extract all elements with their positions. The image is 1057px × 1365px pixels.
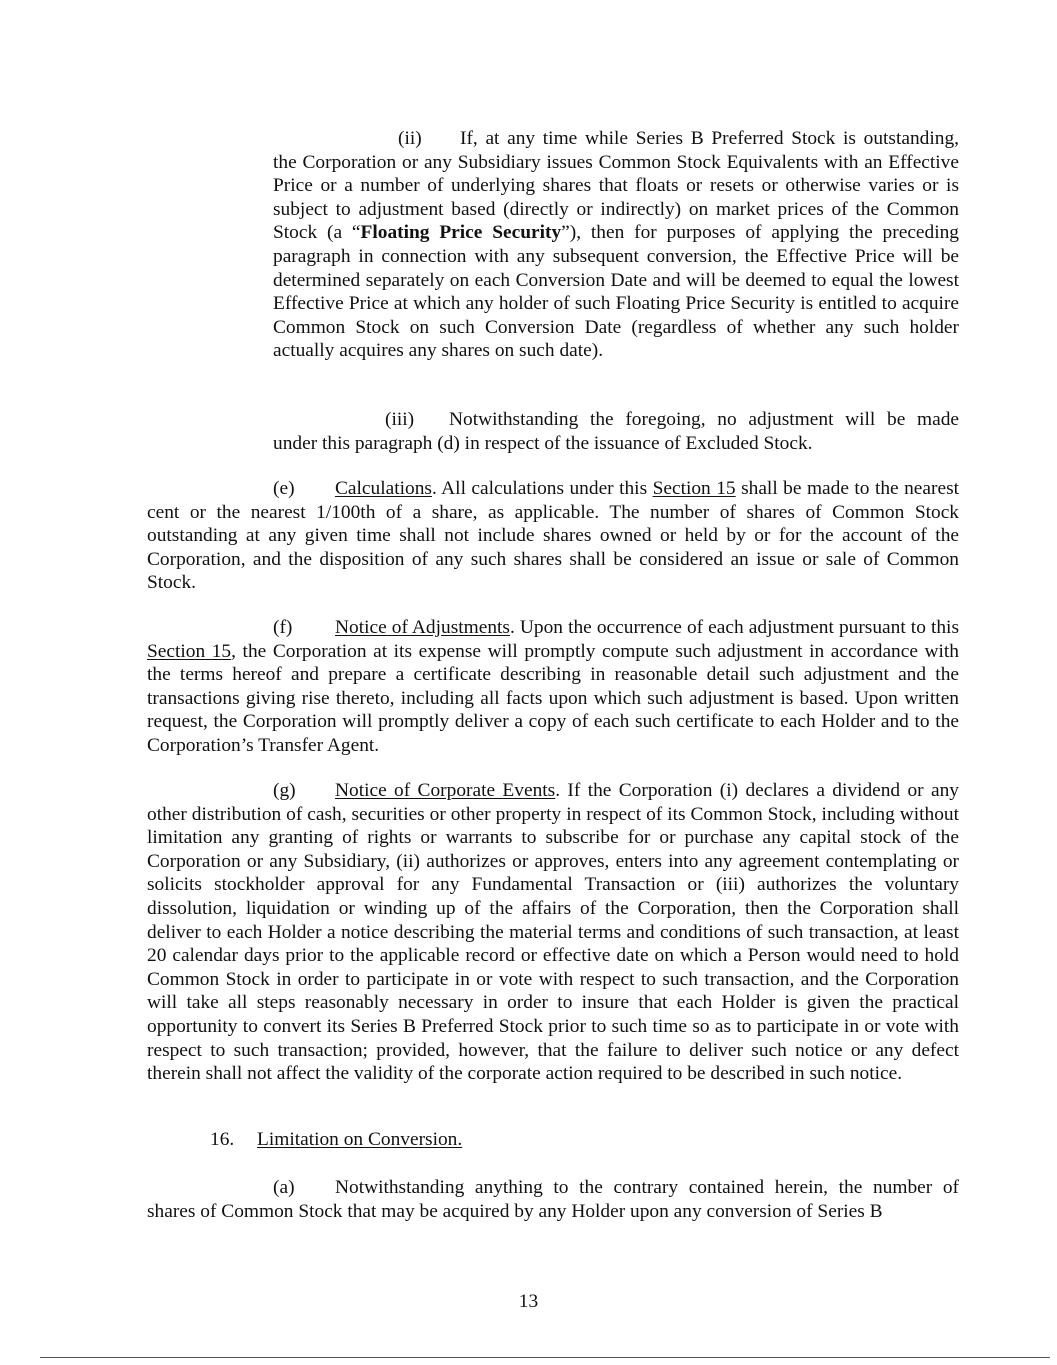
paragraph-ii — [273, 127, 959, 363]
section-15-reference: Section 15 — [652, 478, 736, 499]
section-16-title: Limitation on Conversion. — [257, 1129, 463, 1150]
paragraph-iii-text: Notwithstanding the foregoing, no adjustment will be made under this paragraph (d) in respect of the issuance of Excluded Stock. — [273, 409, 959, 454]
floating-price-security-term: Floating Price Security — [360, 222, 562, 244]
paragraph-g — [147, 779, 959, 1086]
section-16-number: 16. — [210, 1129, 235, 1150]
calculations-heading: Calculations — [335, 478, 432, 499]
paragraph-f-text-1: . Upon the occurrence of each adjustment pursuant to this — [509, 617, 959, 638]
paragraph-iii — [273, 408, 959, 455]
paragraph-f-text-2: , the Corporation at its expense will promptly compute such adjustment in accordance with the terms hereof and prepare a certificate describing in reasonable detail such adjustment and the transactions giving rise thereto, including all facts upon which such adjustment is based. Upon written request, the Corporation will promptly deliver a copy of each such certificate to each Holder and to the Corporation’s Transfer Agent. — [147, 640, 960, 756]
notice-of-adjustments-heading: Notice of Adjustments — [335, 617, 510, 638]
paragraph-iii-label: (iii) — [385, 409, 415, 430]
paragraph-f-label: (f) — [273, 617, 293, 638]
page-number: 13 — [518, 1291, 539, 1312]
paragraph-e — [147, 477, 959, 595]
paragraph-e-label: (e) — [273, 478, 295, 499]
bottom-rule — [40, 1357, 1050, 1358]
section-15-reference: Section 15 — [147, 640, 232, 662]
paragraph-ii-text-1: If, at any time while Series B Preferred Stock is outstanding, the Corporation or any Subsidiary issues Common Stock Equivalents with an Effective Price or a number of underlying shares that floats or resets or otherwise varies or is subject to adjustment based (directly or indirectly) on market prices of the Common Stock (a “ — [273, 128, 959, 244]
paragraph-ii-label: (ii) — [398, 128, 422, 149]
paragraph-g-text: . If the Corporation (i) declares a dividend or any other distribution of cash, securities or other property in respect of its Common Stock, including without limitation any granting of rights or warrants to subscribe for or purchase any capital stock of the Corporation or any Subsidiary, (ii) authorizes or approves, enters into any agreement contemplating or solicits stockholder approval for any Fundamental Transaction or (iii) authorizes the voluntary dissolution, liquidation or winding up of the affairs of the Corporation, then the Corporation shall deliver to each Holder a notice describing the material terms and conditions of such transaction, at least 20 calendar days prior to the applicable record or effective date on which a Person would need to hold Common Stock in order to participate in or vote with respect to such transaction, and the Corporation will take all steps reasonably necessary in order to insure that each Holder is given the practical opportunity to convert its Series B Preferred Stock prior to such time so as to participate in or vote with respect to such transaction; provided, however, that the failure to deliver such notice or any defect therein shall not affect the validity of the corporate action required to be described in such notice. — [147, 780, 959, 1085]
paragraph-g-label: (g) — [273, 780, 296, 801]
paragraph-f — [147, 616, 959, 758]
section-16-heading — [210, 1128, 959, 1152]
paragraph-ii-text-2: ”), then for purposes of applying the preceding paragraph in connection with any subsequent conversion, the Effective Price will be determined separately on each Conversion Date and will be deemed to equal the lowest Effective Price at which any holder of such Floating Price Security is entitled to acquire Common Stock on such Conversion Date (regardless of whether any such holder actually acquires any shares on such date). — [273, 222, 960, 362]
paragraph-e-text-2: shall be made to the nearest cent or the nearest 1/100th of a share, as applicable. The number of shares of Common Stock outstanding at any given time shall not include shares owned or held by or for the account of the Corporation, and the disposition of any such shares shall be considered an issue or sale of Common Stock. — [147, 478, 959, 594]
paragraph-16a-label: (a) — [273, 1177, 295, 1198]
notice-of-corporate-events-heading: Notice of Corporate Events — [335, 780, 556, 801]
paragraph-16a-text: Notwithstanding anything to the contrary contained herein, the number of shares of Common Stock that may be acquired by any Holder upon any conversion of Series B — [147, 1177, 959, 1222]
paragraph-e-text-1: . All calculations under this — [431, 478, 653, 499]
paragraph-16a — [147, 1176, 959, 1223]
